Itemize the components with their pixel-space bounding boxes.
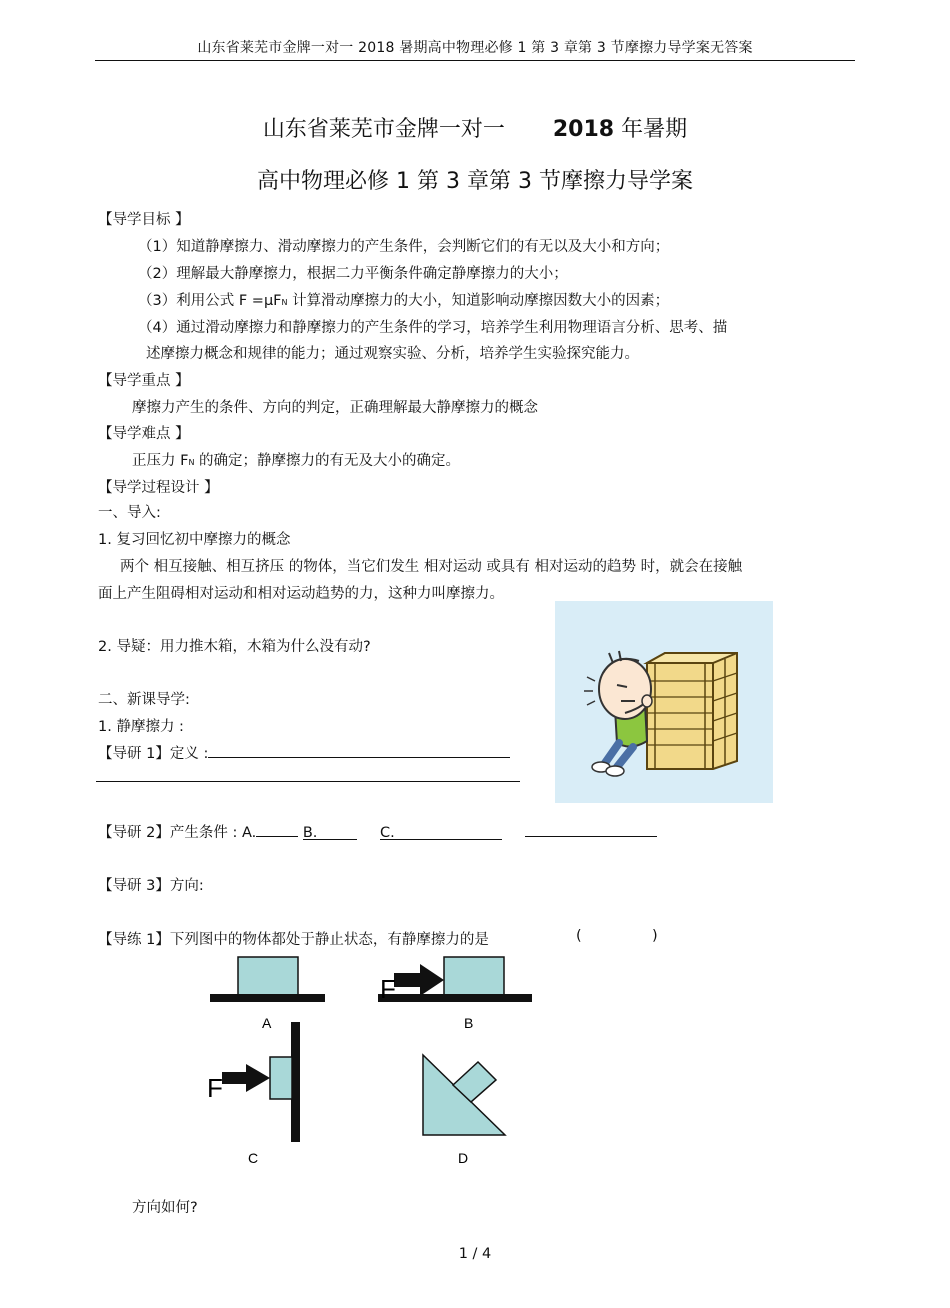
figure-a-ground — [210, 994, 325, 1002]
figure-b-ground — [378, 994, 532, 1002]
normal-force-subscript: N — [188, 458, 195, 467]
figure-a — [210, 957, 325, 1031]
figure-b — [378, 957, 532, 1031]
research-1-label: 【导研 1】定义 : — [98, 746, 209, 762]
figure-c-force-label: F — [207, 1073, 223, 1103]
static-friction-title: 1. 静摩擦力 : — [98, 719, 184, 735]
answer-paren-open: ( — [576, 928, 582, 944]
goals-heading: 【导学目标 】 — [98, 212, 190, 228]
review-line-1: 两个 相互接触、相互挤压 的物体，当它们发生 相对运动 或具有 相对运动的趋势 时，就会在接触 — [120, 559, 743, 575]
new-lesson-heading: 二、新课导学: — [98, 692, 190, 708]
figure-c-force-arrow-icon — [222, 1064, 270, 1092]
goal-1: （1）知道静摩擦力、滑动摩擦力的产生条件，会判断它们的有无以及大小和方向； — [138, 239, 670, 255]
normal-force-symbol: F — [273, 293, 282, 309]
figure-c-label: C — [248, 1150, 259, 1166]
key-points-heading: 【导学重点 】 — [98, 373, 190, 389]
difficulties-text-rest: 的确定；静摩擦力的有无及大小的确定。 — [194, 453, 461, 469]
title-year: 2018 — [552, 117, 615, 142]
figure-c — [207, 1022, 300, 1166]
figure-b-force-label: F — [380, 974, 396, 1004]
goal-4-line-2: 述摩擦力概念和规律的能力；通过观察实验、分析，培养学生实验探究能力。 — [146, 346, 639, 362]
review-title: 1. 复习回忆初中摩擦力的概念 — [98, 532, 291, 548]
figure-c-block — [270, 1057, 292, 1099]
research-2-label: 【导研 2】产生条件 : — [98, 825, 238, 841]
condition-b-label: B. — [302, 825, 318, 841]
condition-a-label: A. — [241, 825, 257, 841]
mu-symbol: μ — [263, 293, 274, 309]
question-text: 2. 导疑：用力推木箱，木箱为什么没有动? — [98, 639, 371, 655]
condition-c-label: C. — [380, 825, 395, 841]
goal-4-line-1: （4）通过滑动摩擦力和静摩擦力的产生条件的学习，培养学生利用物理语言分析、思考、描 — [138, 320, 728, 336]
running-header: 山东省莱芜市金牌一对一 2018 暑期高中物理必修 1 第 3 章第 3 节摩擦力导学案无答案 — [197, 40, 753, 56]
exercise-1-label: 【导练 1】下列图中的物体都处于静止状态，有静摩擦力的是 — [98, 932, 489, 948]
goal-2: （2）理解最大静摩擦力，根据二力平衡条件确定静摩擦力的大小； — [138, 266, 568, 282]
key-points-text: 摩擦力产生的条件、方向的判定，正确理解最大静摩擦力的概念 — [132, 400, 538, 416]
normal-force-subscript: N — [281, 298, 288, 307]
figure-b-force-arrow-icon — [394, 964, 444, 996]
figure-b-label: B — [464, 1015, 474, 1031]
goal-3-formula-start: （3）利用公式 F = — [138, 293, 264, 309]
page-number: 1 / 4 — [458, 1246, 492, 1262]
review-line-2: 面上产生阻碍相对运动和相对运动趋势的力，这种力叫摩擦力。 — [98, 586, 504, 602]
direction-question: 方向如何? — [132, 1200, 198, 1216]
figure-a-block — [238, 957, 298, 995]
answer-paren-close: ) — [652, 928, 658, 944]
intro-heading: 一、导入: — [98, 505, 161, 521]
process-heading: 【导学过程设计 】 — [98, 480, 219, 496]
figure-b-block — [444, 957, 504, 995]
difficulties-text-start: 正压力 F — [132, 453, 189, 469]
figure-a-label: A — [262, 1015, 272, 1031]
research-3: 【导研 3】方向: — [98, 878, 204, 894]
goal-3-rest: 计算滑动摩擦力的大小，知道影响动摩擦因数大小的因素； — [287, 293, 670, 309]
title-line-2: 高中物理必修 1 第 3 章第 3 节摩擦力导学案 — [257, 169, 693, 194]
difficulties-heading: 【导学难点 】 — [98, 426, 190, 442]
figure-d-label: D — [458, 1150, 469, 1166]
title-season: 年暑期 — [621, 117, 688, 142]
figure-d — [423, 1055, 505, 1166]
title-school: 山东省莱芜市金牌一对一 — [262, 117, 505, 142]
